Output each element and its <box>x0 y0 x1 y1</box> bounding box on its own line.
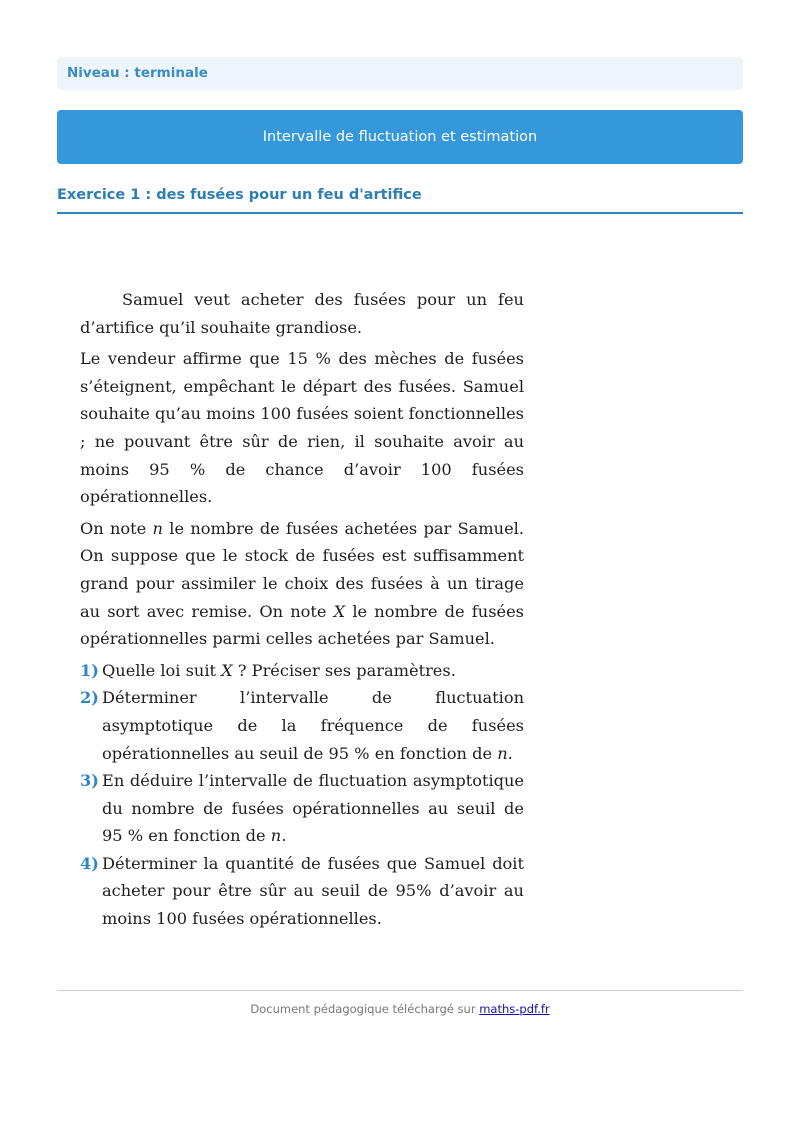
question-number: 4) <box>80 853 99 873</box>
notation-text: On note <box>80 518 153 538</box>
question-text: Déterminer la quantité de fusées que Samuel doit acheter pour être sûr au seuil de 95% d’avoir au moins 100 fusées opérationnelles. <box>102 853 524 929</box>
footer <box>57 1002 743 1016</box>
question-variable: X <box>221 660 233 680</box>
question-text: Déterminer l’intervalle de fluctuation asymptotique de la fréquence de fusées opérationnelles au seuil de 95 % en fonction de <box>102 688 524 763</box>
footer-link[interactable]: maths-pdf.fr <box>479 1002 550 1016</box>
notation-text: le nombre de fusées opérationnelles parmi celles achetées par Samuel. <box>80 601 524 649</box>
question-item <box>80 684 524 767</box>
question-variable: n <box>497 743 508 763</box>
exercise-paragraph-context: Le vendeur affirme que 15 % des mèches de fusées s’éteignent, empêchant le départ des fusées. Samuel souhaite qu’au moins 100 fusées soient fonctionnelles ; ne pouvant être sûr de rien, il souhaite avoir au moins 95 % de chance d’avoir 100 fusées opérationnelles. <box>80 349 524 507</box>
question-item <box>80 657 524 685</box>
variable-x: X <box>333 601 346 621</box>
page-title: Intervalle de fluctuation et estimation <box>57 110 743 164</box>
question-text: ? Préciser ses paramètres. <box>232 660 456 680</box>
question-text: . <box>507 743 513 763</box>
variable-n: n <box>152 518 163 538</box>
question-item <box>80 850 524 933</box>
question-number: 1) <box>80 660 99 680</box>
notation-text: le nombre de fusées achetées par Samuel. On suppose que le stock de fusées est suffisamment grand pour assimiler le choix des fusées à un tirage au sort avec remise. On note <box>80 518 524 621</box>
question-text: En déduire l’intervalle de fluctuation asymptotique du nombre de fusées opérationnelles au seuil de 95 % en fonction de <box>102 771 524 846</box>
question-number: 2) <box>80 688 99 708</box>
question-number: 3) <box>80 771 99 791</box>
question-item <box>80 767 524 850</box>
exercise-paragraph-notation <box>80 515 524 653</box>
exercise-body <box>80 286 524 933</box>
question-variable: n <box>270 826 282 846</box>
exercise-heading: Exercice 1 : des fusées pour un feu d'artifice <box>57 184 743 214</box>
footer-divider <box>57 990 743 991</box>
question-text: Quelle loi suit <box>102 660 222 680</box>
level-label: Niveau : terminale <box>57 57 743 90</box>
footer-text: Document pédagogique téléchargé sur <box>250 1002 480 1016</box>
question-list <box>80 657 524 933</box>
question-text: . <box>281 826 287 846</box>
exercise-paragraph-intro: Samuel veut acheter des fusées pour un feu d’artifice qu’il souhaite grandiose. <box>80 290 524 337</box>
